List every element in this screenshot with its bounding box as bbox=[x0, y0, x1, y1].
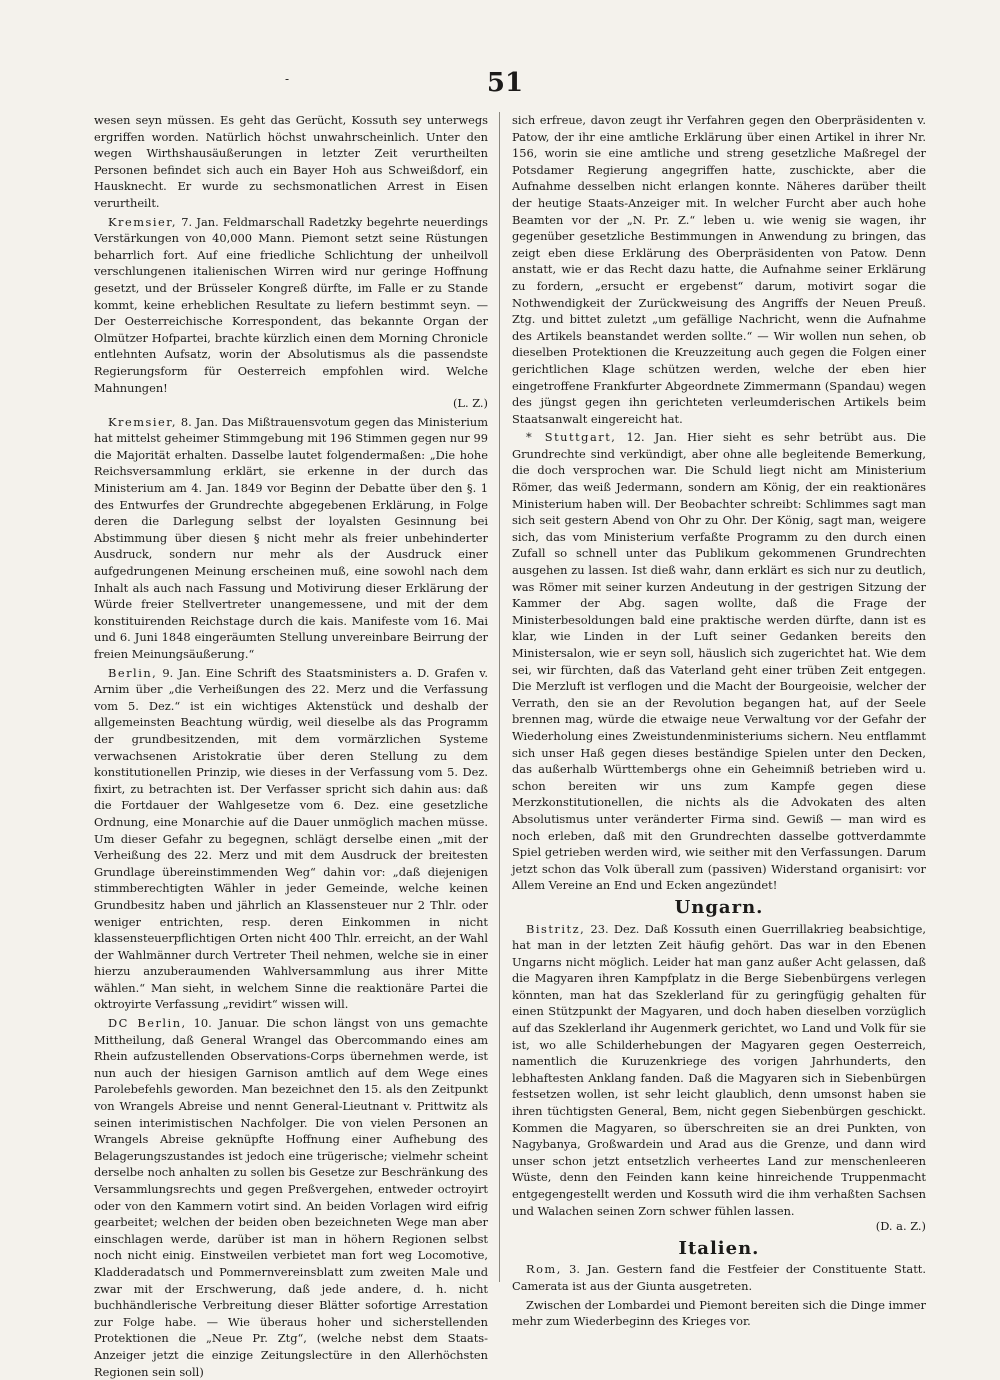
article-continuation bbox=[512, 112, 926, 427]
article-text: 3. Jan. Gestern fand die Festfeier der Constituente Statt. Camerata ist aus der Giunta ausgetreten. bbox=[512, 1262, 926, 1293]
page-number: 51 bbox=[486, 68, 524, 98]
article-text: 9. Jan. Eine Schrift des Staatsministers a. D. Grafen v. Arnim über „die Verheißungen des 22. Merz und die Verfassung vom 5. Dez.“ ist ein wichtiges Aktenstück und deshalb der allgemeinsten Beachtung würdig, weil dieselbe als das Programm der grundbesitzenden, mit dem vormärzlichen Systeme verwachsenen Aristokratie über deren Stellung zu dem konstitutionellen Prinzip, wie dieses in der Verfassung vom 5. Dez. fixirt, zu betrachten ist. Der Verfasser spricht sich dahin aus: daß die Fortdauer der Wahlgesetze vom 6. Dez. eine gesetzliche Ordnung, eine Monarchie auf die Dauer unmöglich machen müsse. Um dieser Gefahr zu begegnen, schlägt derselbe einen „mit der Verheißung des 22. Merz und mit dem Ausdruck der breitesten Grundlage übereinstimmenden Weg“ dahin vor: „daß diejenigen stimmberechtigten Wähler in jeder Gemeinde, welche keinen Grundbesitz haben und jährlich an Klassensteuer nur 2 Thlr. oder weniger entrichten, resp. deren Einkommen in nicht klassensteuerpflichtigen Orten nicht 400 Thlr. erreicht, an der Wahl der Wahlmänner durch Vertreter Theil nehmen, welche sie in einer hierzu anzuberaumenden Wahlversammlung aus ihrer Mitte wählen.“ Man sieht, in welchem Sinne die reaktionäre Partei die oktroyirte Verfassung „revidirt“ wissen will. bbox=[94, 665, 488, 1012]
article-paragraph bbox=[94, 214, 488, 412]
article-text: 7. Jan. Feldmarschall Radetzky begehrte neuerdings Verstärkungen von 40,000 Mann. Piemont setzt seine Rüstungen beharrlich fort. Auf eine friedliche Schlichtung der unheilvoll verschlungenen italienischen Wirren wird nur geringe Hoffnung gesetzt, und der Brüsseler Kongreß dürfte, im Falle er zu Stande kommt, keine erheblichen Resultate zu liefern bestimmt seyn. — Der Oesterreichische Korrespondent, das bekannte Organ der Olmützer Hofpartei, brachte kürzlich einen dem Morning Chronicle entlehnten Aufsatz, worin der Absolutismus als die passendste Regierungsform für Oesterreich empfohlen wird. Welche Mahnungen! bbox=[94, 214, 488, 395]
top-mark: - bbox=[285, 72, 290, 86]
article-signature: (L. Z.) bbox=[452, 396, 488, 411]
article-paragraph bbox=[512, 921, 926, 1235]
dateline-place: Kremsier, bbox=[108, 414, 178, 429]
article-paragraph bbox=[94, 665, 488, 1013]
article-signature: (D. a. Z.) bbox=[875, 1219, 926, 1234]
article-text: sich erfreue, davon zeugt ihr Verfahren gegen den Oberpräsidenten v. Patow, der ihr eine amtliche Erklärung über einen Artikel in ihrer Nr. 156, worin sie eine amtliche und streng gesetzliche Maßregel der Potsdamer Regierung angegriffen hatte, zuschickte, aber die Aufnahme desselben nicht erlangen konnte. Näheres darüber theilt der heutige Staats-Anzeiger mit. In welcher Furcht aber auch hohe Beamten vor der „N. Pr. Z.“ leben u. wie wenig sie wagen, ihr gegenüber gesetzliche Bestimmungen in Anwendung zu bringen, das zeigt eben diese Erklärung des Oberpräsidenten von Patow. Denn anstatt, wie er das Recht dazu hatte, die Aufnahme seiner Erklärung zu fordern, „ersucht er ergebenst“ darum, motivirt sogar die Nothwendigkeit der Zurückweisung des Angriffs der Neuen Preuß. Ztg. und bittet zuletzt „um gefällige Nachricht, wenn die Aufnahme des Artikels beanstandet werden sollte.“ — Wir wollen nun sehen, ob dieselben Protektionen die Kreuzzeitung auch gegen die Folgen einer gerichtlichen Klage schützen werden, welche der eben hier eingetroffene Frankfurter Abgeordnete Zimmermann (Spandau) wegen des jüngst gegen ihn gerichteten verleumderischen Artikels beim Staatsanwalt eingereicht hat. bbox=[512, 113, 926, 426]
dateline-place: * Stuttgart, bbox=[526, 430, 617, 445]
article-paragraph bbox=[94, 1015, 488, 1380]
article-text: wesen seyn müssen. Es geht das Gerücht, Kossuth sey unterwegs ergriffen worden. Natürlich höchst unwahrscheinlich. Unter den wegen Wirthshausäußerungen in letzter Zeit verurtheilten Personen befindet sich auch ein Bayer Hoh aus Schweißdorf, ein Hausknecht. Er wurde zu sechsmonatlichen Arrest in Eisen verurtheilt. bbox=[94, 113, 488, 210]
article-text: 23. Dez. Daß Kossuth einen Guerrillakrieg beabsichtige, hat man in der letzten Zeit häufig gehört. Das war in den Ebenen Ungarns nicht möglich. Leider hat man ganz außer Acht gelassen, daß die Magyaren ihren Kampfplatz in die Berge Siebenbürgens verlegen könnten, man hat das Szeklerland für zu geringfügig gehalten für einen Stützpunkt der Magyaren, und doch haben dieselben vorzüglich auf das Szeklerland ihr Augenmerk gerichtet, wo Land und Volk für sie ist, wo alle Schilderhebungen der Magyaren gegen Oesterreich, namentlich die Kuruzenkriege des vorigen Jahrhunderts, den lebhaftesten Anklang fanden. Daß die Magyaren sich in Siebenbürgen festsetzen wollen, ist sehr leicht glaublich, denn umsonst haben sie ihren tüchtigsten General, Bem, nicht gegen Siebenbürgen geschickt. Kommen die Magyaren, so überschreiten sie an drei Punkten, von Nagybanya, Großwardein und Arad aus die Grenze, und dann wird unser schon jetzt entsetzlich verheertes Land zur menschenleeren Wüste, denn den Feinden kann keine hinreichende Truppenmacht entgegengestellt werden und Kossuth wird die ihm verhaßten Sachsen und Walachen seinen Zorn schwer fühlen lassen. bbox=[512, 921, 926, 1218]
article-continuation bbox=[94, 112, 488, 212]
dateline-place: Kremsier, bbox=[108, 214, 178, 229]
section-heading: Italien. bbox=[678, 1237, 760, 1259]
column-divider bbox=[499, 112, 500, 1282]
article-paragraph bbox=[94, 414, 488, 663]
dateline-place: DC Berlin, bbox=[108, 1016, 187, 1031]
right-column bbox=[512, 112, 926, 1330]
dateline-place: Rom, bbox=[526, 1262, 562, 1277]
article-paragraph bbox=[512, 429, 926, 894]
article-paragraph bbox=[512, 1297, 926, 1330]
article-paragraph bbox=[512, 1261, 926, 1294]
article-text: 10. Januar. Die schon längst von uns gemachte Mittheilung, daß General Wrangel das Obercommando eines am Rhein aufzustellenden Observations-Corps übernehmen werde, ist nun auch der hiesigen Garnison amtlich auf dem Wege eines Parolebefehls geworden. Man bezeichnet den 15. als den Zeitpunkt von Wrangels Abreise und nennt General-Lieutnant v. Prittwitz als seinen interimistischen Nachfolger. Die von vielen Personen an Wrangels Abreise geknüpfte Hoffnung einer Aufhebung des Belagerungszustandes ist jedoch eine trügerische; vielmehr scheint derselbe noch anhalten zu sollen bis Gesetze zur Beschränkung des Versammlungsrechts und gegen Preßvergehen, entweder octroyirt oder von den Kammern votirt sind. An beiden Vorlagen wird eifrig gearbeitet; welchen der beiden oben bezeichneten Wege man aber einschlagen werde, darüber ist man in höhern Regionen selbst noch nicht einig. Einstweilen verbietet man fort weg Locomotive, Kladderadatsch und Pommernvereinsblatt zum zweiten Male und zwar mit der Erschwerung, daß jede andere, d. h. nicht buchhändlerische Verbreitung dieser Blätter sofortige Arrestation zur Folge habe. — Wie überaus hoher und sicherstellenden Protektionen die „Neue Pr. Ztg“, (welche nebst dem Staats-Anzeiger jetzt die einzige Zeitungslectüre in den Allerhöchsten Regionen sein soll) bbox=[94, 1016, 488, 1379]
dateline-place: Berlin, bbox=[108, 665, 158, 680]
article-text: Zwischen der Lombardei und Piemont bereiten sich die Dinge immer mehr zum Wiederbeginn des Krieges vor. bbox=[512, 1297, 926, 1329]
dateline-place: Bistritz, bbox=[526, 921, 586, 936]
article-text: 12. Jan. Hier sieht es sehr betrübt aus. Die Grundrechte sind verkündigt, aber ohne alle begleitende Bemerkung, die doch versprochen war. Die Schuld liegt nicht am Ministerium Römer, das weiß Jedermann, sondern am König, der ein reaktionäres Ministerium haben will. Der Beobachter schreibt: Schlimmes sagt man sich seit gestern Abend von Ohr zu Ohr. Der König, sagt man, weigere sich, das vom Ministerium verfaßte Programm zu den durch einen Zufall so schnell unter das Publikum gekommenen Grundrechten ausgehen zu lassen. Ist dieß wahr, dann erklärt es sich nur zu deutlich, was Römer mit seiner kurzen Andeutung in der gestrigen Sitzung der Kammer der Abg. sagen wollte, daß die Frage der Ministerbesoldungen bald eine praktische werden dürfte, dann ist es klar, wie Linden in der Luft seiner Gedanken bereits den Ministersalon, wie er seyn soll, häuslich sich zugerichtet hat. Wie dem sei, wir fürchten, daß das Vaterland geht einer trüben Zeit entgegen. Die Merzluft ist verflogen und die Macht der Bourgeoisie, welcher der Verrath, den sie an der Revolution begangen hat, auf der Seele brennen mag, würde die etwaige neue Verwaltung vor der Gefahr der Wiederholung eines Zweistundenministeriums sichern. Neu entflammt sich unser Haß gegen dieses beständige Spielen unter den Decken, das außerhalb Württembergs ohne ein Geheimniß betrieben wird u. schon bereiten wir uns zum Kampfe gegen diese Merzkonstitutionellen, die nichts als die Advokaten des alten Absolutismus unter veränderter Firma sind. Gewiß — man wird es noch erleben, daß mit den Grundrechten dasselbe gottverdammte Spiel getrieben werden wird, wie seither mit den Verfassungen. Darum jetzt schon das Volk überall zum (passiven) Widerstand organisirt: vor Allem Vereine an End und Ecken angezündet! bbox=[512, 430, 926, 893]
section-heading: Ungarn. bbox=[674, 896, 764, 918]
left-column bbox=[94, 112, 488, 1380]
article-text: 8. Jan. Das Mißtrauensvotum gegen das Ministerium hat mittelst geheimer Stimmgebung mit 196 Stimmen gegen nur 99 die Majorität erhalten. Dasselbe lautet folgendermaßen: „Die hohe Reichsversammlung erklärt, sie erkenne in der durch das Ministerium am 4. Jan. 1849 vor Beginn der Debatte über den §. 1 des Entwurfes der Grundrechte abgegebenen Erklärung, in Folge deren die Darlegung selbst der loyalsten Gesinnung bei Abstimmung über diesen § nicht mehr als freier unbehinderter Ausdruck, sondern nur mehr als der Ausdruck einer aufgedrungenen Meinung erscheinen muß, eine sowohl nach dem Inhalt als auch nach Fassung und Motivirung dieser Erklärung der Würde freier Stellvertreter unangemessene, und mit der dem konstituirenden Reichstage durch die kais. Manifeste vom 16. Mai und 6. Juni 1848 eingeräumten Stellung unvereinbare Beirrung der freien Meinungsäußerung.“ bbox=[94, 414, 488, 661]
